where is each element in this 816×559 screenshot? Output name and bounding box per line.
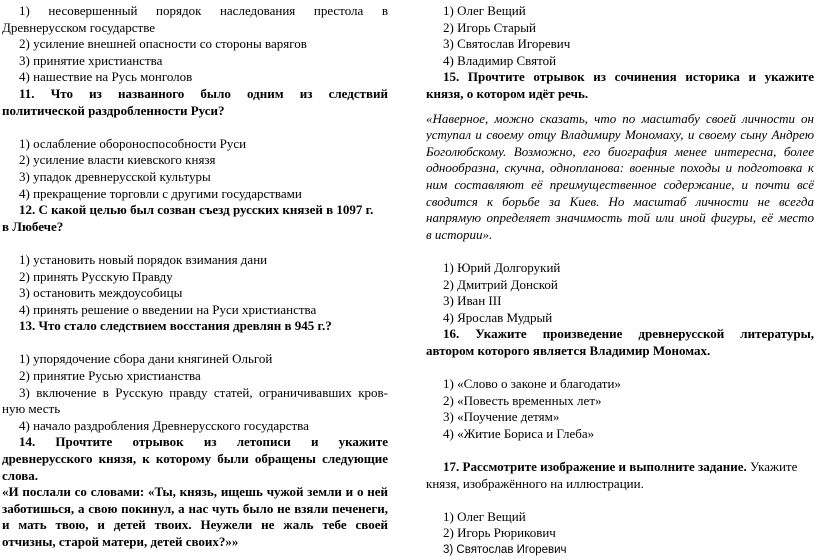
q15-option-1: 1) Юрий Долгорукий bbox=[443, 259, 561, 275]
q16-option-3: 3) «Поучение детям» bbox=[443, 409, 560, 425]
q13-question: 13. Что стало следствием восстания древлян в 945 г.? bbox=[19, 318, 332, 334]
q14-text-line-1: «И послали со словами: «Ты, князь, ищешь чужой земли и о ней bbox=[2, 484, 388, 500]
q16-question-line-1: 16. Укажите произведение древнерусской литературы, bbox=[443, 326, 814, 342]
q11-question-line-1: 11. Что из названного было одним из следствий bbox=[19, 85, 388, 101]
q12-option-4: 4) принять решение о введении на Руси христианства bbox=[19, 301, 317, 317]
q13-option-3-line-2: ную месть bbox=[2, 401, 61, 417]
q14-question-line-2: древнерусского князя, к которому были обращены следующие bbox=[2, 451, 388, 467]
q10-option-2: 2) усиление внешней опасности со стороны варягов bbox=[19, 36, 307, 52]
q16-option-4: 4) «Житие Бориса и Глеба» bbox=[443, 425, 595, 441]
q13-option-3-line-1: 3) включение в Русскую правду статей, ограничивавших кров- bbox=[19, 384, 388, 400]
q11-option-2: 2) усиление власти киевского князя bbox=[19, 152, 216, 168]
q15-question-line-1: 15. Прочтите отрывок из сочинения историка и укажите bbox=[443, 69, 814, 85]
q10-option-1-line-1: 1) несовершенный порядок наследования престола в bbox=[19, 3, 388, 18]
q15-option-3: 3) Иван III bbox=[443, 293, 502, 309]
q16-option-1: 1) «Слово о законе и благодати» bbox=[443, 376, 621, 392]
right-column bbox=[426, 3, 814, 559]
q13-option-4: 4) начало раздробления Древнерусского государства bbox=[19, 417, 309, 433]
q11-option-4: 4) прекращение торговли с другими государствами bbox=[19, 185, 302, 201]
q15-quote-line-3: Боголюбскому. Возможно, его биография менее интересна, более bbox=[426, 143, 814, 159]
q14-option-2: 2) Игорь Старый bbox=[443, 19, 536, 35]
q15-quote-line-4: однообразна, скучна, однопланова: военные походы и подготовка к bbox=[426, 160, 814, 176]
q17-question-rest: Укажите bbox=[746, 459, 798, 475]
q15-option-4: 4) Ярослав Мудрый bbox=[443, 309, 553, 325]
left-column bbox=[2, 3, 388, 551]
q16-option-2: 2) «Повесть временных лет» bbox=[443, 392, 602, 408]
q14-text-line-2: заботишься, а свою покинул, а нас чуть было не взяли печенеги, bbox=[2, 500, 388, 516]
q14-question-line-3: слова. bbox=[2, 467, 39, 483]
q10-option-3: 3) принятие христианства bbox=[19, 52, 163, 68]
q17-option-3: 3) Святослав Игоревич bbox=[443, 544, 567, 556]
q11-option-1: 1) ослабление обороноспособности Руси bbox=[19, 135, 247, 151]
q15-quote-line-7: напрямую определяет значимость той или иной фигуры, её место bbox=[426, 210, 814, 226]
q17-question-line-1 bbox=[426, 459, 814, 476]
q13-option-2: 2) принятие Русью христианства bbox=[19, 368, 201, 384]
q14-text-line-4: отчизны, старой матери, детей своих?»» bbox=[2, 534, 239, 549]
q14-option-3: 3) Святослав Игоревич bbox=[443, 36, 571, 52]
q15-quote-line-6: сводится к борьбе за Киев. Но масштаб личности не всегда bbox=[426, 193, 814, 209]
q17-option-2: 2) Игорь Рюрикович bbox=[443, 525, 556, 541]
q11-option-3: 3) упадок древнерусской культуры bbox=[19, 168, 211, 184]
q15-quote-line-8: в истории». bbox=[426, 226, 493, 242]
q13-option-1: 1) упорядочение сбора дани княгиней Ольгой bbox=[19, 351, 273, 367]
q14-option-1: 1) Олег Вещий bbox=[443, 3, 526, 18]
q17-option-1: 1) Олег Вещий bbox=[443, 508, 526, 524]
q12-option-3: 3) остановить междоусобицы bbox=[19, 285, 183, 301]
q16-question-line-2: автором которого является Владимир Мономах. bbox=[426, 342, 711, 358]
q12-option-1: 1) установить новый порядок взимания дани bbox=[19, 251, 268, 267]
q14-question-line-1: 14. Прочтите отрывок из летописи и укажите bbox=[19, 434, 388, 450]
q12-question-line-1: 12. С какой целью был созван съезд русских князей в 1097 г. bbox=[19, 202, 374, 218]
q14-option-4: 4) Владимир Святой bbox=[443, 52, 557, 68]
q15-quote-line-2: уступал и своему отцу Владимиру Мономаху, и своему сыну Андрею bbox=[426, 127, 814, 143]
q10-option-1-line-2: Древнерусском государстве bbox=[2, 19, 156, 35]
q14-text-line-3: и мать твою, и детей твоих. Неужели не жаль тебе своей bbox=[2, 517, 388, 533]
q10-option-4: 4) нашествие на Русь монголов bbox=[19, 69, 193, 85]
q15-question-line-2: князя, о котором идёт речь. bbox=[426, 85, 589, 101]
q12-option-2: 2) принять Русскую Правду bbox=[19, 268, 173, 284]
q17-question-bold: 17. Рассмотрите изображение и выполните задание. bbox=[443, 459, 747, 475]
q15-quote-line-1: «Наверное, можно сказать, что по масштабу своей личности он bbox=[426, 110, 814, 126]
q17-question-line-2: князя, изображённого на иллюстрации. bbox=[426, 475, 644, 491]
q12-question-line-2: в Любече? bbox=[2, 218, 64, 234]
q15-option-2: 2) Дмитрий Донской bbox=[443, 276, 558, 292]
q15-quote-line-5: ним составляют её преимущественное содержание, и почти всё bbox=[426, 176, 814, 192]
q11-question-line-2: политической раздробленности Руси? bbox=[2, 102, 225, 118]
